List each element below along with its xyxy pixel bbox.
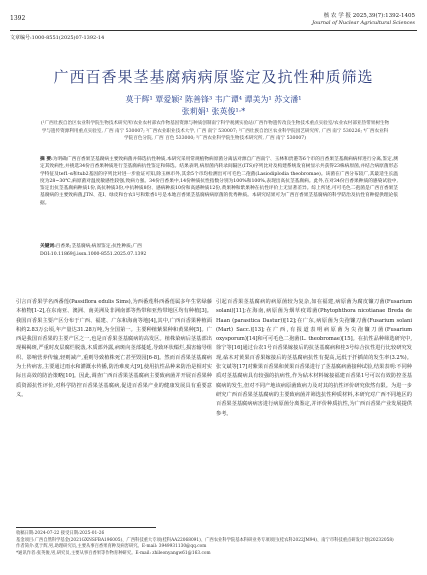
keywords-text: 百香果;茎基腐病;病原鉴定;抗性种质;广西 xyxy=(55,244,142,249)
abstract-text: 为明确广西百香果茎基腐病主要致病菌并筛选抗性种质,本研究采用常规植物病原菌分离法对源自广西南宁、玉林和贵港等6个市的百香果茎基腐病病样进行分离,鉴定,测定其致病性,并挑选34份百香果种质进行茎基腐病抗性鉴定和筛选。结果表明,病原菌内转录间隔区(ITS)序列比对及构建系统发育树显示共获得23株病原菌,并结合病原菌形态学特征及tef1-α和tub2基因的序列比对进一步验证可知,除玉林市外,其余5个市均检测出可可毛色二孢菌(Lasiodiplodia theobromae)。该菌在广西分布较广,其最适生长温度为28~30℃,病原菌对温度敏感性较强,致病力强。34份百香果中,14份种质抗性指数分别为100%和100%,表现出高抗茎基腐病。此外,在对34份百香果种质的感染试验中,鉴定出抗茎基腐病种质1份,高抗种质3份,中抗种质8份、感病种质10份和高感种质12份,黄果种和紫果种在抗性评价上无显著差异。综上所述,可可毛色二孢菌是广西百香果茎基腐病的主要致病菌,JTN、花Ⅰ、绿皮和台农1号和紫香1号是本地百香果茎基腐病病原菌的优秀种质。本研究结果可为广西百香果茎基腐病的科学防治及抗性育种提供理论依据。 xyxy=(40,157,398,206)
journal-title-cn: 核 农 学 报 2025,39(7):1392-1405 xyxy=(323,13,415,19)
paper-title: 广西百香果茎基腐病病原鉴定及抗性种质筛选 xyxy=(53,68,374,86)
abstract xyxy=(40,156,398,207)
authors-line-1: 莫于辉¹ 覃爱颖² 陈善锋³ 韦广谭⁴ 谭美为¹ 苏文潘¹ xyxy=(125,95,302,104)
doi: DOI:10.11869/j.issn.1000-8551.2025.07.1392 xyxy=(40,252,147,257)
authors-line-2: 张莉娟¹ 张英俊¹·* xyxy=(181,107,246,116)
abstract-label: 摘 要: xyxy=(40,157,53,162)
footnote: 收稿日期:2024-07-22 接受日期:2025-01-26 基金项目:广西自然科学基金(2021GXNSFBA196005)、广西科技重大专项(桂科AA22068091)、广西农业科学院基本科研业务专项项目(桂农科2022JM94)、南宁市科技重点研发计划(20232058) 作者简介:莫于辉,男,助理研究员,主要从事百香果育种及病害研究。E-mail: 3949931130@qq.com *通讯作者:张英俊,男,研究员,主要从事百香果等作物育种研究。E-mail: zhileonyangw61@163.com xyxy=(16,531,394,556)
keywords-label: 关键词: xyxy=(40,244,56,249)
affiliations: (¹广西壮族自治区农业科学院生物技术研究所/农业农村部农作物基因资源与种质创制南宁科学观测实验站/广西作物遗传改良生物技术重点实验室/农业农村部亚热带果树生物学与遗传资源利用重点实验室, 广西 南宁 530007; ²广西农业职业技术大学, 广西 南宁 530007; ³广西壮族自治区农业科学院园艺研究所, 广西 南宁 530226; ⁴广西农业科学院百色分院, 广西 百色 533000; ⁵广西农业科学院生物技术研究所, 广西 南宁 530007) xyxy=(40,121,390,141)
footnote-rule xyxy=(16,527,156,528)
article-number: 文章编号:1000-8551(2025)07-1392-14 xyxy=(10,35,105,41)
journal-title xyxy=(312,13,415,27)
body-column-left: 引言百香果学名西番莲(Passiflora edulis Sims),为西番莲科西番莲属多年生常绿藤本植物[1-2],在东南亚、澳洲、南美洲及非洲南部等热带和亚热带地区均有种植[3]。我国百香果主要产区分布于广西、福建、广东和海南等地[4],其中,广西百香果种植面积约2.83万公顷,年产量达31.28万吨,为全国第一。主要种植紫果种和黄果种[5]。广西是我国百香果的主要产区之一,也是百香果茎基腐病的高发区。植株染病后茎基部出现褐褐斑,严重时皮层腐烂脱落,木质部外露,病斑向茎部蔓延,导致环状缢烂,损害输导组织、影响营养传输,轻则减产,重则导致植株死亡甚至毁园[6-8]。然而百香果茎基腐病为土传病害,主要通过雨水和灌溉水传播,防治难度大[9],使用抗性品种来防治是相对实际且高效的防治策略[10]。因此,调查广西百香果茎基腐病主要致病菌并开展百香果种质资源抗性评价,对科学防控百香果茎基腐病,促进百香果产业的健康发展具有重要意义。 xyxy=(16,299,212,398)
journal-title-en: Journal of Nuclear Agricultural Sciences xyxy=(312,20,415,26)
page-number: 1392 xyxy=(10,15,26,22)
page-header xyxy=(0,10,427,40)
body-column-right: 引起百香果茎基腐病的病原菌较为复杂,如在福建,病原菌为腐皮镰刀菌(Fusarium solani)[11];在海南,病原菌为烟草疫霉菌(Phytophthora nicotianae Breda de Haan (parasitica Dastur))[12];在广东,病原菌为尖孢镰刀菌(Fusarium solani (Mart) Sacc.)[13];在广西,有报道表明病原菌为尖孢镰刀菌(Fusarium oxysporum)[14]和可可毛色二孢菌(L. theobromae)[15]。在抗性品种筛选研究中,徐宁等[16]通过台农1号百香果嫁接后的抗茎基腐病和桂3号综合抗性进行比较研究发现,砧木对黄果百香果嫁接后的茎基腐病抗性有提高,远低于扦插苗的发生率(3.2%)。张文斌等[17]对紫果百香果和黄果百香果进行了茎基腐病菌接种试验,结果表明:不同种质对茎基腐病具有较强的抗病性,作为砧木材料嫁接福建百香果1号可以有效防控茎基腐病的发生,但对不同产地该病原菌致病力及对其的抗性评价研究依然有限。为进一步研究广西百香果茎基腐病的主要致病菌并筛选抗性种质材料,本研究对广西不同地区的百香果茎基腐病病害进行病原菌分离鉴定,并评价种质抗性,为广西百香果产业发展提供参考。 xyxy=(216,299,412,417)
header-rule xyxy=(10,30,417,31)
keywords xyxy=(40,243,398,249)
